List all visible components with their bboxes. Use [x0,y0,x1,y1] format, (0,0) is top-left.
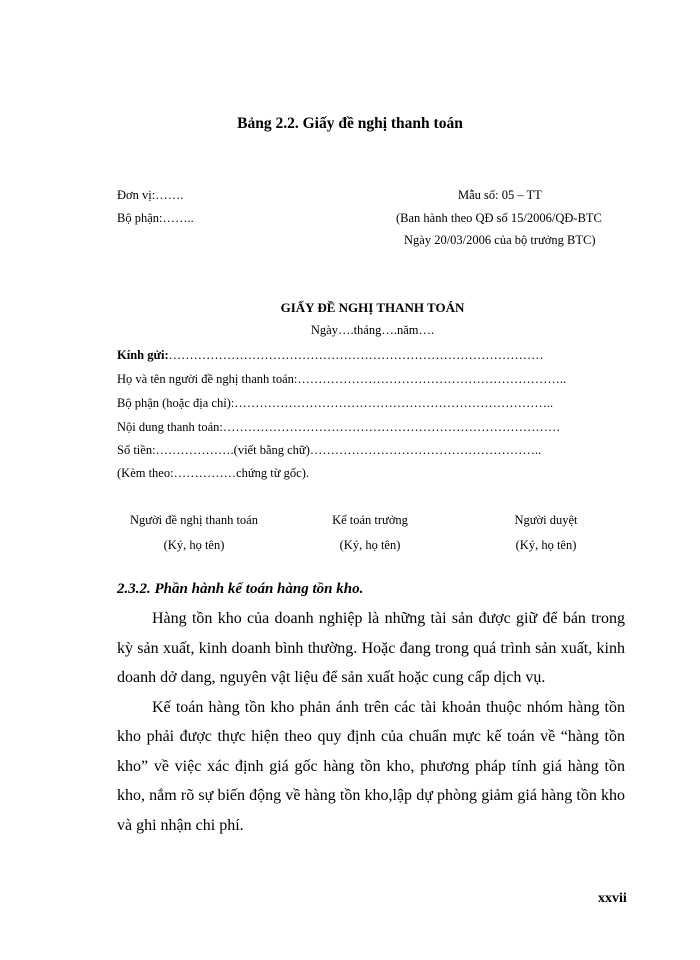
field-attachments: (Kèm theo:……………chứng từ gốc). [117,466,309,480]
section-heading: 2.3.2. Phần hành kế toán hàng tồn kho. [117,581,364,597]
page-number: xxvii [598,891,627,906]
field-requester: Họ và tên người đề nghị thanh toán:……………………………………………………….. [117,372,567,386]
signature-accountant-role: Kế toán trưởng [332,513,408,527]
department-line: Bộ phận:…….. [117,211,194,225]
issued-by: (Ban hành theo QĐ số 15/2006/QĐ-BTC [396,211,602,225]
signature-accountant-note: (Ký, họ tên) [339,538,401,552]
form-title: GIẤY ĐỀ NGHỊ THANH TOÁN [280,300,465,315]
table-title: Bảng 2.2. Giấy đề nghị thanh toán [237,115,463,132]
form-date: Ngày….tháng….năm…. [310,323,435,337]
field-value: ……………………………………………………………………………… [168,348,544,362]
issued-date: Ngày 20/03/2006 của bộ trưởng BTC) [404,233,596,247]
field-content: Nội dung thanh toán:……………………………………………………………………… [117,420,561,434]
signature-requester-note: (Ký, họ tên) [163,538,225,552]
paragraph: Hàng tồn kho của doanh nghiệp là những tài sản được giữ để bán trong kỳ sản xuất, kinh doanh bình thường. Hoặc đang trong quá trình sản xuất, kinh doanh dở dang, nguyên vật liệu để sản xuất hoặc cung cấp dịch vụ. [117,610,625,686]
form-code: Mẫu số: 05 – TT [458,188,542,202]
signature-approver-role: Người duyệt [514,513,578,527]
paragraph: Kế toán hàng tồn kho phản ánh trên các tài khoản thuộc nhóm hàng tồn kho phải được thực hiện theo quy định của chuẩn mực kế toán về “hàng tồn kho” về việc xác định giá gốc hàng tồn kho, phương pháp tính giá hàng tồn kho, nắm rõ sự biến động về hàng tồn kho,lập dự phòng giảm giá hàng tồn kho và ghi nhận chi phí. [117,698,625,834]
field-recipient [117,348,544,363]
field-amount: Số tiền:……………….(viết bằng chữ)……………………………………………….. [117,443,542,457]
field-label: Kính gửi: [117,348,169,362]
field-department: Bộ phận (hoặc địa chỉ):………………………………………………………………….. [117,396,554,410]
unit-line: Đơn vị:……. [117,188,184,202]
signature-requester-role: Người đề nghị thanh toán [130,513,258,527]
section-body [117,604,625,840]
signature-approver-note: (Ký, họ tên) [515,538,577,552]
